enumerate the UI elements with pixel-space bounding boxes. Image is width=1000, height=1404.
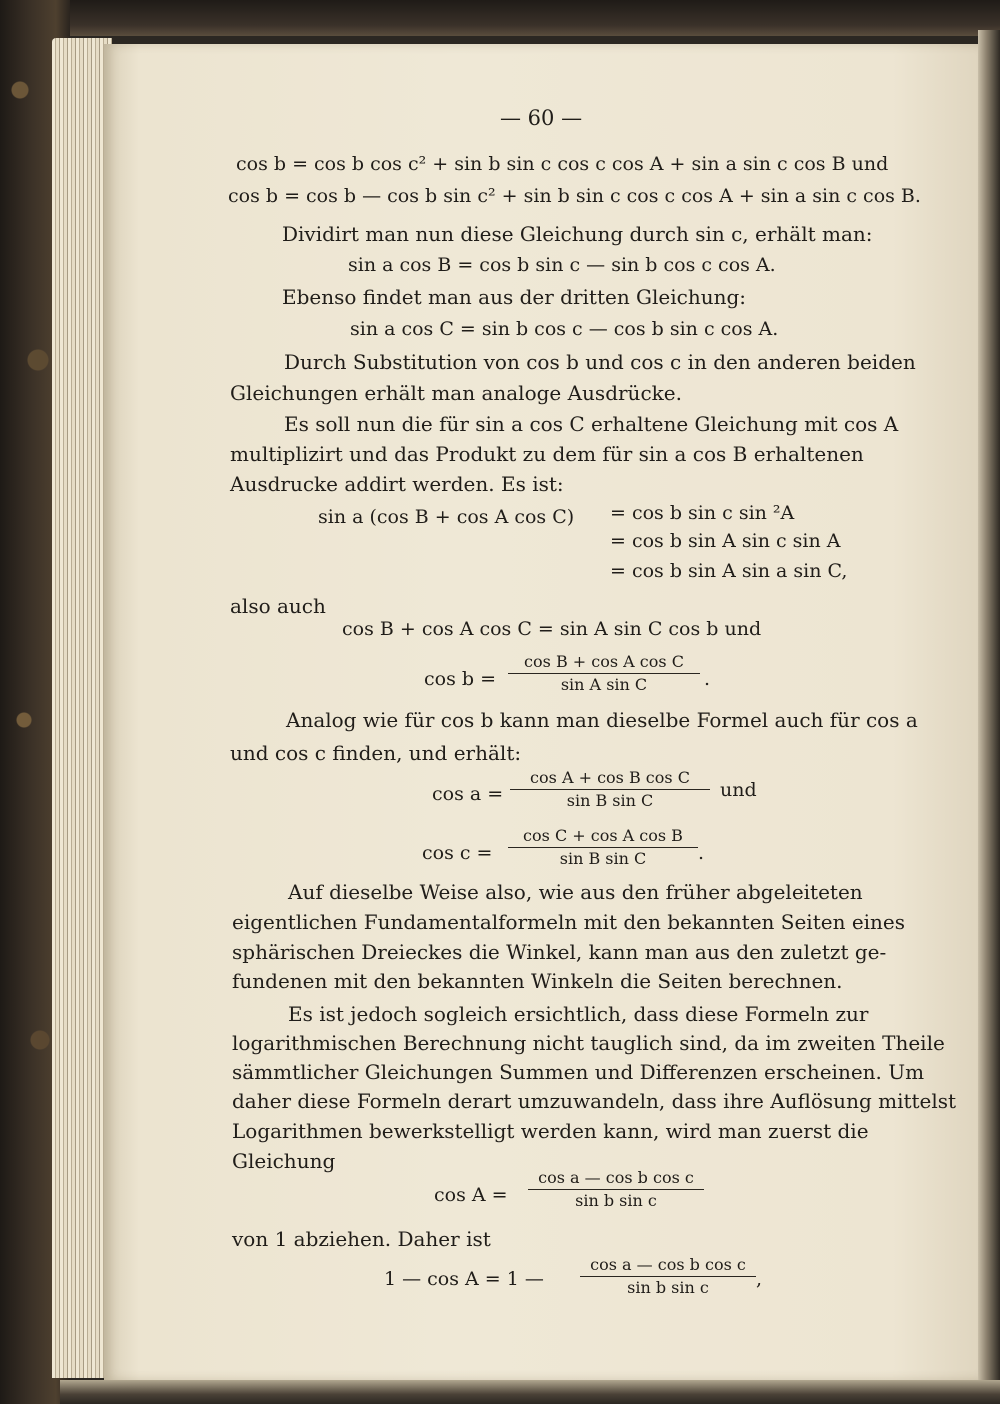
equation-line: sin a cos B = cos b sin c — sin b cos c cos A.	[348, 254, 776, 276]
book-top-edge	[0, 0, 1000, 36]
equation-line: sin a cos C = sin b cos c — cos b sin c cos A.	[350, 318, 779, 340]
paragraph-line: Ausdrucke addirt werden. Es ist:	[230, 472, 564, 496]
fraction-tail: und	[720, 779, 757, 801]
paragraph-line: sämmtlicher Gleichungen Summen und Differenzen erscheinen. Um	[232, 1060, 925, 1084]
paragraph-line: logarithmischen Berechnung nicht tauglich sind, da im zweiten Theile	[232, 1031, 945, 1055]
fraction-numerator: cos A + cos B cos C	[510, 768, 710, 790]
fraction-denominator: sin B sin C	[566, 791, 654, 810]
paragraph-line: Dividirt man nun diese Gleichung durch sin c, erhält man:	[282, 222, 873, 246]
fraction-numerator: cos a — cos b cos c	[580, 1255, 756, 1277]
fraction-denominator: sin b sin c	[575, 1191, 657, 1210]
fraction-lhs: cos a =	[432, 783, 504, 805]
fraction-cos-c	[508, 826, 698, 869]
system-row: = cos b sin A sin c sin A	[610, 530, 841, 552]
paragraph-line: Analog wie für cos b kann man dieselbe Formel auch für cos a	[286, 708, 918, 732]
fraction-numerator: cos C + cos A cos B	[508, 826, 698, 848]
fraction-tail: .	[704, 668, 711, 690]
paragraph-line: multiplizirt und das Produkt zu dem für sin a cos B erhaltenen	[230, 442, 864, 466]
equation-line: cos b = cos b cos c² + sin b sin c cos c cos A + sin a sin c cos B und	[236, 153, 889, 175]
system-lhs: sin a (cos B + cos A cos C)	[318, 506, 575, 528]
paragraph-line: von 1 abziehen. Daher ist	[232, 1227, 491, 1251]
paragraph-line: Auf dieselbe Weise also, wie aus den früher abgeleiteten	[288, 880, 863, 904]
fraction-lhs: cos A =	[434, 1184, 508, 1206]
paragraph-line: Es soll nun die für sin a cos C erhaltene Gleichung mit cos A	[284, 412, 899, 436]
paragraph-line: Es ist jedoch sogleich ersichtlich, dass diese Formeln zur	[288, 1002, 869, 1026]
fraction-tail: ,	[756, 1268, 763, 1290]
paragraph-line: Durch Substitution von cos b und cos c in den anderen beiden	[284, 350, 916, 374]
paragraph-line: sphärischen Dreieckes die Winkel, kann man aus den zuletzt ge-	[232, 940, 887, 964]
paragraph-line: eigentlichen Fundamentalformeln mit den bekannten Seiten eines	[232, 910, 906, 934]
fraction-cos-A	[528, 1168, 704, 1211]
fraction-cos-b	[508, 652, 700, 695]
paragraph-line: Ebenso findet man aus der dritten Gleichung:	[282, 285, 747, 309]
page-number: — 60 —	[500, 106, 583, 130]
fraction-tail: .	[698, 842, 705, 864]
fraction-denominator: sin A sin C	[560, 675, 648, 694]
fraction-numerator: cos B + cos A cos C	[508, 652, 700, 674]
fraction-lhs: cos c =	[422, 842, 493, 864]
book-right-edge	[978, 30, 1000, 1404]
equation-line: cos B + cos A cos C = sin A sin C cos b und	[342, 618, 762, 640]
paragraph-line: daher diese Formeln derart umzuwandeln, dass ihre Auflösung mittelst	[232, 1089, 957, 1113]
fraction-one-minus-cos-A	[580, 1255, 756, 1298]
fraction-lhs: 1 — cos A = 1 —	[384, 1268, 544, 1290]
paragraph-line: und cos c finden, und erhält:	[230, 741, 522, 765]
fraction-denominator: sin B sin C	[559, 849, 647, 868]
equation-line: cos b = cos b — cos b sin c² + sin b sin c cos c cos A + sin a sin c cos B.	[228, 185, 921, 207]
paragraph-line: Gleichung	[232, 1149, 336, 1173]
paragraph-line: fundenen mit den bekannten Winkeln die Seiten berechnen.	[232, 969, 843, 993]
fraction-numerator: cos a — cos b cos c	[528, 1168, 704, 1190]
system-row: = cos b sin c sin ²A	[610, 502, 795, 524]
paragraph-line: Logarithmen bewerkstelligt werden kann, wird man zuerst die	[232, 1119, 869, 1143]
paragraph-line: Gleichungen erhält man analoge Ausdrücke.	[230, 381, 682, 405]
system-row: = cos b sin A sin a sin C,	[610, 560, 848, 582]
book-bottom-edge	[60, 1380, 1000, 1404]
paragraph-line: also auch	[230, 594, 326, 618]
fraction-lhs: cos b =	[424, 668, 496, 690]
fraction-cos-a	[510, 768, 710, 811]
fraction-denominator: sin b sin c	[627, 1278, 709, 1297]
page-stack-edges	[52, 38, 112, 1378]
